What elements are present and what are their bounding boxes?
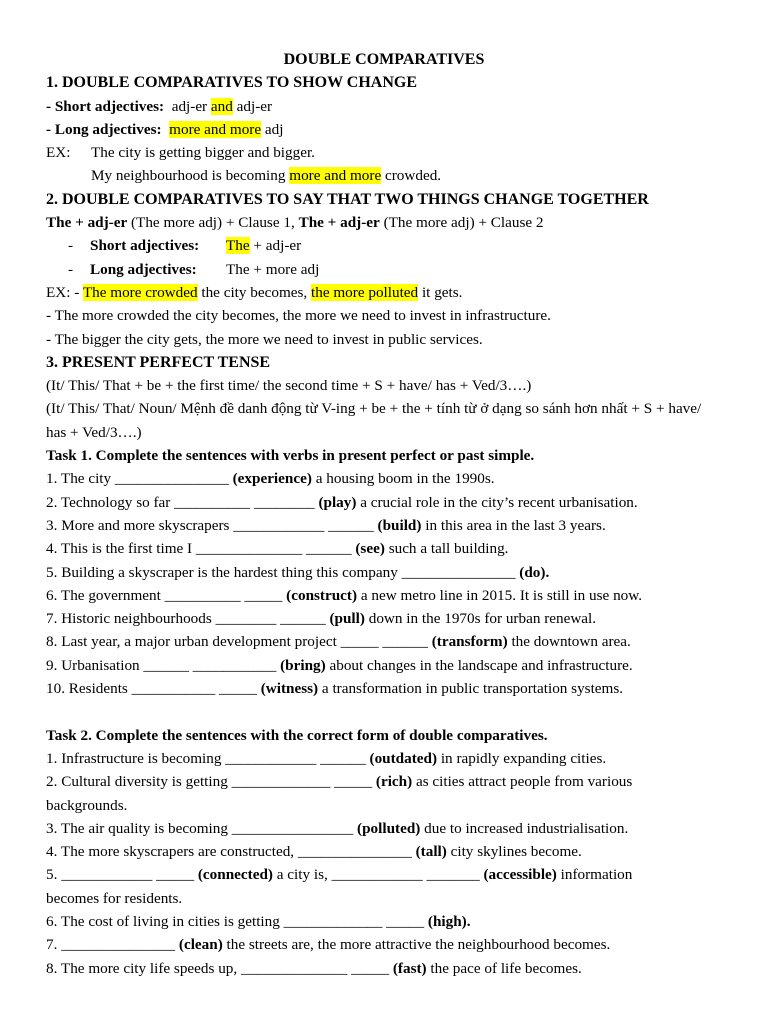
highlighted-text: The more crowded <box>82 283 198 301</box>
item-text: 5. Building a skyscraper is the hardest thing this company _______________ <box>46 563 516 581</box>
rule-text: + adj-er <box>253 237 302 255</box>
task-1-item <box>46 561 722 584</box>
task-1-item <box>46 514 722 537</box>
rule-label: - Short adjectives: <box>46 97 165 115</box>
task-1-item <box>46 537 722 560</box>
section-3-heading: 3. PRESENT PERFECT TENSE <box>46 353 271 371</box>
rule-text: adj-er <box>171 97 208 115</box>
item-verb: (play) <box>318 493 357 511</box>
task-1-item <box>46 584 722 607</box>
item-text: 1. The city _______________ <box>46 470 229 488</box>
task-2-item <box>46 840 722 863</box>
task-1-item <box>46 654 722 677</box>
item-adjective: (high). <box>427 912 471 930</box>
item-text: 1. Infrastructure is becoming ____________ ______ <box>46 749 366 767</box>
example-text: the city becomes, <box>201 283 308 301</box>
item-text: information <box>560 866 633 884</box>
item-adjective: (rich) <box>375 773 413 791</box>
item-verb: (experience) <box>232 470 312 488</box>
task-1-item <box>46 607 722 630</box>
s2-formula <box>46 211 722 234</box>
item-text: a housing boom in the 1990s. <box>315 470 495 488</box>
item-text: the streets are, the more attractive the neighbourhood becomes. <box>226 936 611 954</box>
item-verb: (construct) <box>286 586 358 604</box>
highlighted-text: more and more <box>169 120 262 138</box>
item-text: 6. The government __________ _____ <box>46 586 283 604</box>
formula-text: (The more adj) + Clause 2 <box>383 214 544 232</box>
rule-text: The + more adj <box>226 260 320 278</box>
item-text: in rapidly expanding cities. <box>440 749 607 767</box>
section-2-heading: 2. DOUBLE COMPARATIVES TO SAY THAT TWO THINGS CHANGE TOGETHER <box>46 190 649 208</box>
task-2-heading: Task 2. Complete the sentences with the correct form of double comparatives. <box>46 726 548 744</box>
task-1-item <box>46 677 722 700</box>
example-text: The city is getting bigger and bigger. <box>91 144 315 162</box>
item-adjective: (polluted) <box>357 819 421 837</box>
item-text: a crucial role in the city’s recent urbanisation. <box>360 493 638 511</box>
item-text: a city is, ____________ _______ <box>276 866 480 884</box>
item-text: 7. _______________ <box>46 936 176 954</box>
item-adjective: (clean) <box>178 936 223 954</box>
item-text: 8. Last year, a major urban development project _____ ______ <box>46 633 428 651</box>
task-1-item <box>46 467 722 490</box>
item-text: 2. Cultural diversity is getting _____________ _____ <box>46 773 373 791</box>
item-adjective: (outdated) <box>369 749 438 767</box>
example-prefix: EX: - <box>46 283 80 301</box>
task-2-item <box>46 747 722 770</box>
item-text: 3. The air quality is becoming ________________ <box>46 819 354 837</box>
item-text: 4. This is the first time I ______________ ______ <box>46 540 352 558</box>
item-text: down in the 1970s for urban renewal. <box>368 610 597 628</box>
item-text: the downtown area. <box>511 633 631 651</box>
item-text: due to increased industrialisation. <box>424 819 629 837</box>
rule-label: - Long adjectives: <box>46 120 162 138</box>
s2-example-3: - The bigger the city gets, the more we need to invest in public services. <box>46 330 483 348</box>
highlighted-text: The <box>226 237 250 255</box>
task-2-item <box>46 910 722 933</box>
item-adjective: (accessible) <box>483 866 557 884</box>
item-text: 9. Urbanisation ______ ___________ <box>46 656 277 674</box>
item-text: a transformation in public transportation systems. <box>321 680 624 698</box>
formula-text: (The more adj) + Clause 1, <box>131 214 295 232</box>
task-2-item <box>46 863 722 886</box>
blank-line <box>46 700 722 723</box>
example-text: it gets. <box>421 283 463 301</box>
highlighted-text: and <box>210 97 233 115</box>
item-text: 5. ____________ _____ <box>46 866 195 884</box>
task-2-item <box>46 933 722 956</box>
rule-text: adj <box>264 120 284 138</box>
formula-bold: The + adj-er <box>298 214 380 232</box>
item-text: 3. More and more skyscrapers ____________ ______ <box>46 516 374 534</box>
example-text: crowded. <box>385 167 442 185</box>
s2-short-adjectives-rule <box>46 234 722 257</box>
example-text: My neighbourhood is becoming <box>91 167 286 185</box>
task-1-item <box>46 491 722 514</box>
task-1-item <box>46 630 722 653</box>
item-verb: (pull) <box>329 610 365 628</box>
item-adjective: (fast) <box>392 959 427 977</box>
item-text: in this area in the last 3 years. <box>425 516 606 534</box>
item-verb: (see) <box>355 540 385 558</box>
item-text: 4. The more skyscrapers are constructed, _______________ <box>46 843 412 861</box>
s2-example-1 <box>46 281 722 304</box>
item-verb: (bring) <box>280 656 326 674</box>
item-text: the pace of life becomes. <box>430 959 582 977</box>
s2-example-2: - The more crowded the city becomes, the more we need to invest in infrastructure. <box>46 307 551 325</box>
s3-structure-1: (It/ This/ That + be + the first time/ the second time + S + have/ has + Ved/3….) <box>46 377 532 395</box>
section-1-heading: 1. DOUBLE COMPARATIVES TO SHOW CHANGE <box>46 74 418 92</box>
item-text: about changes in the landscape and infrastructure. <box>329 656 633 674</box>
rule-label: Long adjectives: <box>90 260 197 278</box>
rule-text: adj-er <box>236 97 273 115</box>
s1-long-adjectives-rule <box>46 118 722 141</box>
item-text: 7. Historic neighbourhoods ________ ______ <box>46 610 326 628</box>
item-text: as cities attract people from various <box>415 773 633 791</box>
task-2-item <box>46 817 722 840</box>
example-label: EX: <box>46 144 71 162</box>
item-verb: (transform) <box>431 633 508 651</box>
item-adjective: (tall) <box>415 843 447 861</box>
s1-short-adjectives-rule <box>46 95 722 118</box>
task-1-heading: Task 1. Complete the sentences with verbs in present perfect or past simple. <box>46 447 535 465</box>
rule-label: Short adjectives: <box>90 237 200 255</box>
item-text: 2. Technology so far __________ ________ <box>46 493 315 511</box>
s1-example-2 <box>46 164 722 187</box>
item-text: city skylines become. <box>450 843 582 861</box>
bullet-dash: - <box>68 260 74 278</box>
task-2-item <box>46 957 722 980</box>
bullet-dash: - <box>68 237 74 255</box>
item-verb: (build) <box>377 516 422 534</box>
document-title: DOUBLE COMPARATIVES <box>283 51 485 68</box>
highlighted-text: more and more <box>289 167 382 185</box>
item-text: a new metro line in 2015. It is still in use now. <box>360 586 643 604</box>
task-2-item-continuation: becomes for residents. <box>46 889 183 907</box>
item-text: 10. Residents ___________ _____ <box>46 680 257 698</box>
task-2-item <box>46 770 722 793</box>
item-text: 6. The cost of living in cities is getting _____________ _____ <box>46 912 425 930</box>
item-text: 8. The more city life speeds up, ______________ _____ <box>46 959 390 977</box>
highlighted-text: the more polluted <box>311 283 419 301</box>
s2-long-adjectives-rule <box>46 258 722 281</box>
formula-bold: The + adj-er <box>46 214 128 232</box>
s1-example-1 <box>46 141 722 164</box>
item-text: such a tall building. <box>388 540 509 558</box>
item-verb: (witness) <box>260 680 319 698</box>
item-adjective: (connected) <box>197 866 273 884</box>
s3-structure-2: (It/ This/ That/ Noun/ Mệnh đề danh động từ V-ing + be + the + tính từ ở dạng so sánh hơn nhất + S + have/ has + Ved/3….) <box>46 400 702 441</box>
item-verb: (do). <box>519 563 550 581</box>
task-2-item-continuation: backgrounds. <box>46 796 128 814</box>
